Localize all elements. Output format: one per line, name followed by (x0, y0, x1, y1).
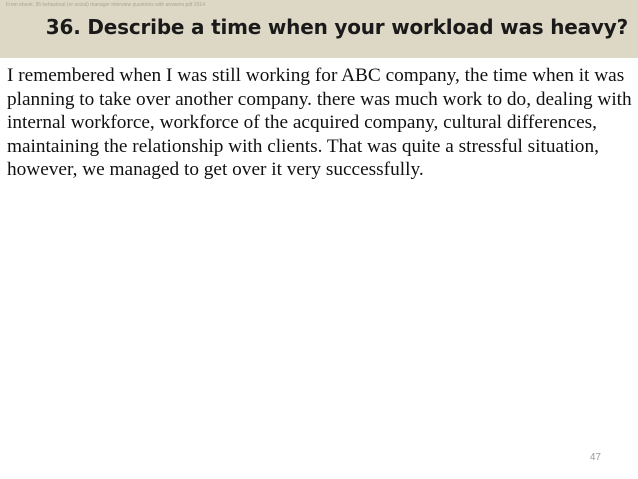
page-number: 47 (589, 452, 601, 463)
source-note: From ebook: 95 behavioral (or social) manager interview questions with answers pdf 2014 (6, 2, 205, 8)
page-title: 36. Describe a time when your workload was heavy? (45, 15, 628, 39)
header-band (0, 0, 638, 58)
answer-paragraph: I remembered when I was still working for ABC company, the time when it was planning to take over another company. there was much work to do, dealing with internal workforce, workforce of the acquired company, cultural differences, maintaining the relationship with clients. That was quite a stressful situation, however, we managed to get over it very successfully. (7, 65, 632, 180)
